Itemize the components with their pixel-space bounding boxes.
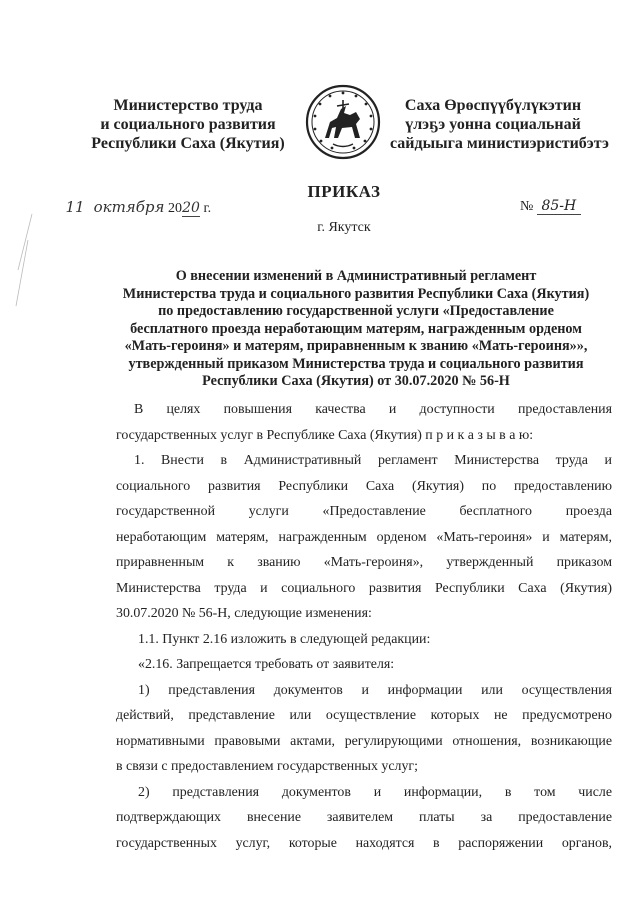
body-line: 2) представления документов и информации, в том числе — [138, 784, 612, 800]
ministry-name-russian — [82, 96, 294, 153]
header-right-line: сайдыыга министиэристибэтэ — [390, 135, 609, 152]
header-left-line: и социального развития — [100, 116, 276, 133]
title-line: по предоставлению государственной услуги «Предоставление — [158, 303, 554, 319]
date-month: октября — [93, 198, 165, 216]
title-line: О внесении изменений в Административный регламент — [175, 268, 537, 284]
date-day: 11 — [65, 198, 85, 216]
title-line: утвержденный приказом Министерства труда и социального развития — [128, 355, 584, 372]
body-line: «2.16. Запрещается требовать от заявителя: — [138, 657, 395, 672]
body-line: подтверждающих внесение заявителем платы за предоставление — [116, 810, 612, 825]
body-line: приравненным к званию «Мать-героиня», утвержденный приказом — [116, 555, 612, 570]
margin-pen-marks — [10, 210, 40, 310]
date-year-suffix: 20 — [182, 200, 200, 216]
body-line: Министерства труда и социального развития Республики Саха (Якутия) — [116, 580, 612, 596]
order-body — [116, 397, 612, 856]
ministry-name-yakut — [390, 96, 609, 153]
header-right-line: үлэҕэ уонна социальнай — [405, 116, 581, 133]
order-number — [520, 198, 581, 215]
body-line: 1) представления документов и информации или осуществления — [138, 682, 612, 698]
body-line: социального развития Республики Саха (Якутия) по предоставлению — [116, 478, 612, 494]
body-line: нормативными правовыми актами, регулирующими отношения, возникающие — [116, 733, 612, 749]
date-year-prefix: 20 — [168, 201, 182, 216]
date-year-abbrev: г. — [203, 201, 212, 216]
header-right-line: Саха Өрөспүүбүлүкэтин — [404, 97, 582, 114]
title-line: Республики Саха (Якутия) от 30.07.2020 № 56-Н — [202, 373, 510, 389]
body-line: государственных услуг в Республике Саха (Якутия) п р и к а з ы в а ю: — [116, 427, 534, 443]
body-line: В целях повышения качества и доступности предоставления — [134, 402, 612, 417]
title-line: бесплатного проезда неработающим матерям, награжденным орденом — [130, 320, 582, 337]
order-title — [96, 268, 616, 391]
body-line: неработающим матерям, награжденным орденом «Мать-героиня» и матерям, — [116, 529, 612, 545]
body-line: 1.1. Пункт 2.16 изложить в следующей редакции: — [138, 631, 431, 647]
document-type: ПРИКАЗ — [307, 182, 381, 201]
body-line: 30.07.2020 № 56-Н, следующие изменения: — [116, 606, 372, 621]
body-line: в связи с предоставлением государственных услуг; — [116, 759, 418, 774]
number-sign: № — [520, 199, 534, 214]
coat-of-arms-icon — [303, 82, 383, 162]
title-line: Министерства труда и социального развития Республики Саха (Якутия) — [122, 285, 590, 302]
number-value: 85-Н — [537, 198, 581, 215]
body-line: государственных услуг, которые находятся в распоряжении органов, — [116, 835, 612, 851]
body-line: действий, представление или осуществление которых не предусмотрено — [116, 708, 612, 723]
body-line: государственной услуги «Предоставление бесплатного проезда — [116, 504, 612, 519]
header-left-line: Республики Саха (Якутия) — [91, 135, 285, 152]
title-line: «Мать-героиня» и матерям, приравненным к званию «Мать-героиня»», — [124, 338, 588, 354]
body-line: 1. Внести в Административный регламент Министерства труда и — [134, 453, 612, 468]
city: г. Якутск — [317, 220, 371, 235]
order-date — [60, 198, 211, 220]
header-left-line: Министерство труда — [113, 97, 263, 114]
